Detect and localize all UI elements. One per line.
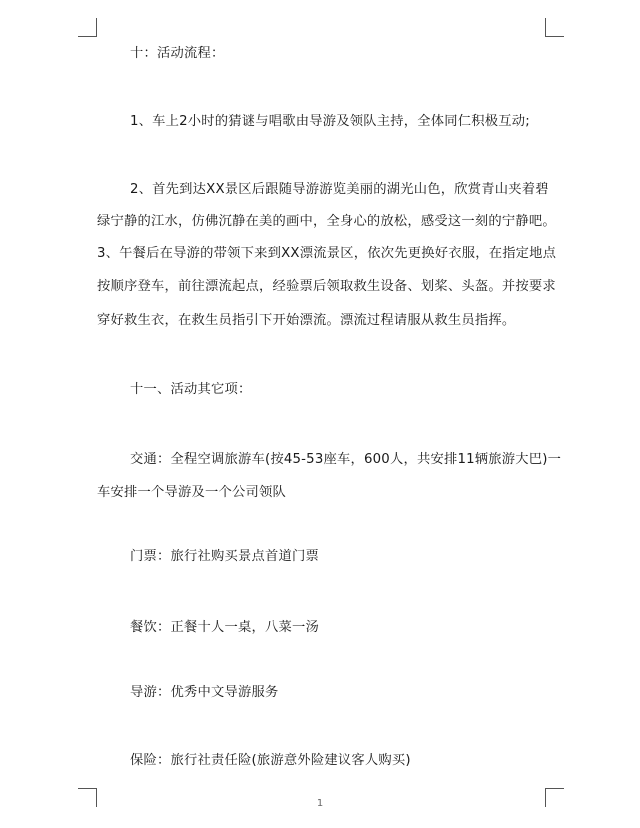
guide-line: 导游：优秀中文导游服务 [130, 685, 279, 700]
page-number: 1 [316, 798, 324, 809]
section-10-item-3-line-3: 穿好救生衣，在救生员指引下开始漂流。漂流过程请服从救生员指挥。 [97, 313, 516, 328]
transport-line-2: 车安排一个导游及一个公司领队 [97, 485, 286, 500]
page-corner-mark-top-left [78, 18, 97, 37]
insurance-line: 保险：旅行社责任险(旅游意外险建议客人购买) [130, 753, 411, 768]
section-10-item-2-line-1: 2、首先到达XX景区后跟随导游游览美丽的湖光山色，欣赏青山夹着碧 [130, 182, 549, 197]
section-10-item-2-line-2: 绿宁静的江水，仿佛沉静在美的画中，全身心的放松，感受这一刻的宁静吧。 [97, 214, 556, 229]
section-10-item-3-line-2: 按顺序登车，前往漂流起点，经验票后领取救生设备、划桨、头盔。并按要求 [97, 279, 556, 294]
section-10-heading: 十：活动流程： [130, 46, 225, 61]
page-corner-mark-top-right [545, 18, 564, 37]
section-11-heading: 十一、活动其它项： [130, 382, 252, 397]
section-10-item-1: 1、车上2小时的猜谜与唱歌由导游及领队主持，全体同仁积极互动; [130, 114, 530, 129]
tickets-line: 门票：旅行社购买景点首道门票 [130, 549, 319, 564]
transport-line-1: 交通：全程空调旅游车(按45-53座车，600人，共安排11辆旅游大巴)一 [130, 452, 562, 467]
meals-line: 餐饮：正餐十人一桌，八菜一汤 [130, 620, 319, 635]
section-10-item-3-line-1: 3、午餐后在导游的带领下来到XX漂流景区，依次先更换好衣服，在指定地点 [97, 246, 557, 261]
